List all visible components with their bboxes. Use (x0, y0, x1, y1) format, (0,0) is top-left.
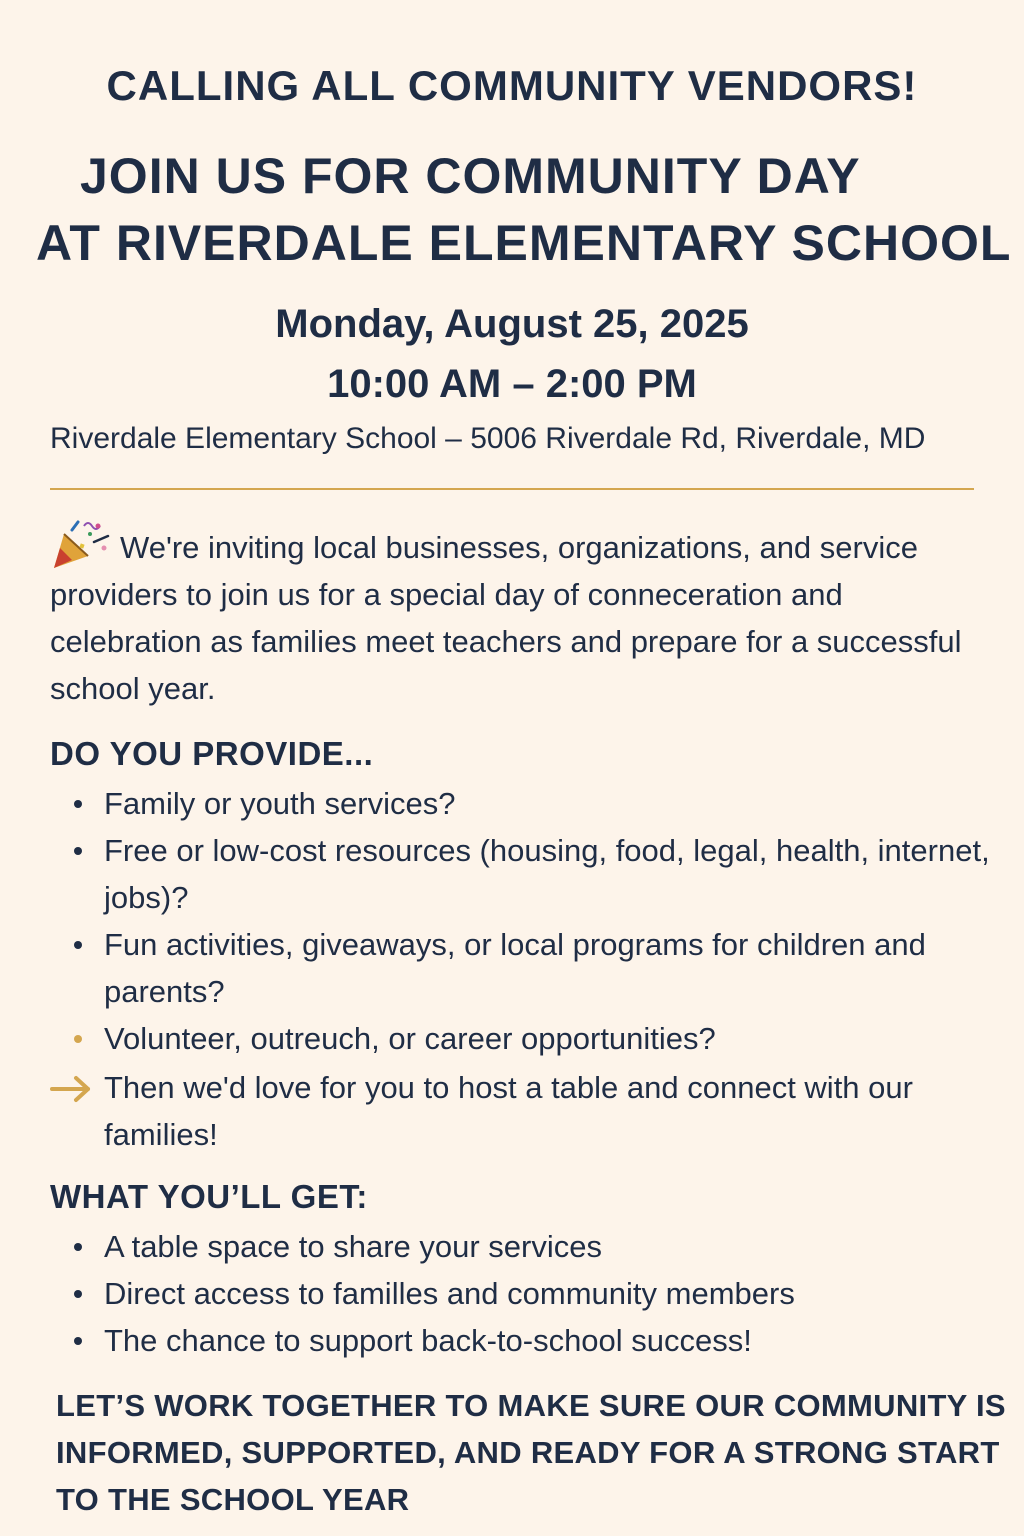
call-to-action (50, 1064, 990, 1158)
list-item-text: The chance to support back-to-school success! (104, 1323, 752, 1358)
party-popper-icon (50, 520, 112, 570)
list-item (50, 1317, 990, 1364)
provide-list (50, 780, 990, 1158)
intro-text: We're inviting local businesses, organizations, and service providers to join us for a special day of conneceration and celebration as families meet teachers and prepare for a successful school year. (50, 530, 962, 706)
bullet-icon (74, 847, 82, 855)
bullet-icon (74, 1337, 82, 1345)
benefits-list (50, 1223, 990, 1364)
list-item-text: Fun activities, giveaways, or local programs for children and parents? (104, 927, 926, 1009)
cta-text: Then we'd love for you to host a table and connect with our families! (104, 1070, 913, 1152)
bullet-icon (74, 1290, 82, 1298)
list-item (50, 1270, 990, 1317)
list-item (50, 780, 990, 827)
event-date: Monday, August 25, 2025 (275, 302, 749, 346)
list-item-text: Direct access to familles and community members (104, 1276, 795, 1311)
bullet-icon (74, 1035, 82, 1043)
bullet-icon (74, 1243, 82, 1251)
provide-heading: DO YOU PROVIDE... (50, 735, 374, 772)
list-item (50, 1223, 990, 1270)
list-item (50, 827, 990, 921)
event-title-line2: AT RIVERDALE ELEMENTARY SCHOOL (36, 215, 1012, 271)
benefits-heading: WHAT YOU’LL GET: (50, 1178, 368, 1215)
list-item-text: Volunteer, outreuch, or career opportunities? (104, 1021, 716, 1056)
event-time: 10:00 AM – 2:00 PM (327, 362, 697, 406)
intro-paragraph (50, 520, 1000, 712)
list-item (50, 921, 990, 1015)
list-item (50, 1015, 990, 1062)
bullet-icon (74, 941, 82, 949)
event-title-line1: JOIN US FOR COMMUNITY DAY (80, 148, 861, 204)
bullet-icon (74, 800, 82, 808)
list-item-text: Free or low-cost resources (housing, food, legal, health, internet, jobs)? (104, 833, 990, 915)
list-item-text: A table space to share your services (104, 1229, 602, 1264)
vendor-call-heading: CALLING ALL COMMUNITY VENDORS! (106, 62, 918, 109)
divider (50, 488, 974, 490)
closing-statement: LET’S WORK TOGETHER TO MAKE SURE OUR COMMUNITY IS INFORMED, SUPPORTED, AND READY FOR A STRONG START TO THE SCHOOL YEAR (56, 1388, 1006, 1517)
arrow-right-icon (50, 1064, 96, 1111)
list-item-text: Family or youth services? (104, 786, 456, 821)
event-location: Riverdale Elementary School – 5006 Riverdale Rd, Riverdale, MD (50, 422, 926, 455)
